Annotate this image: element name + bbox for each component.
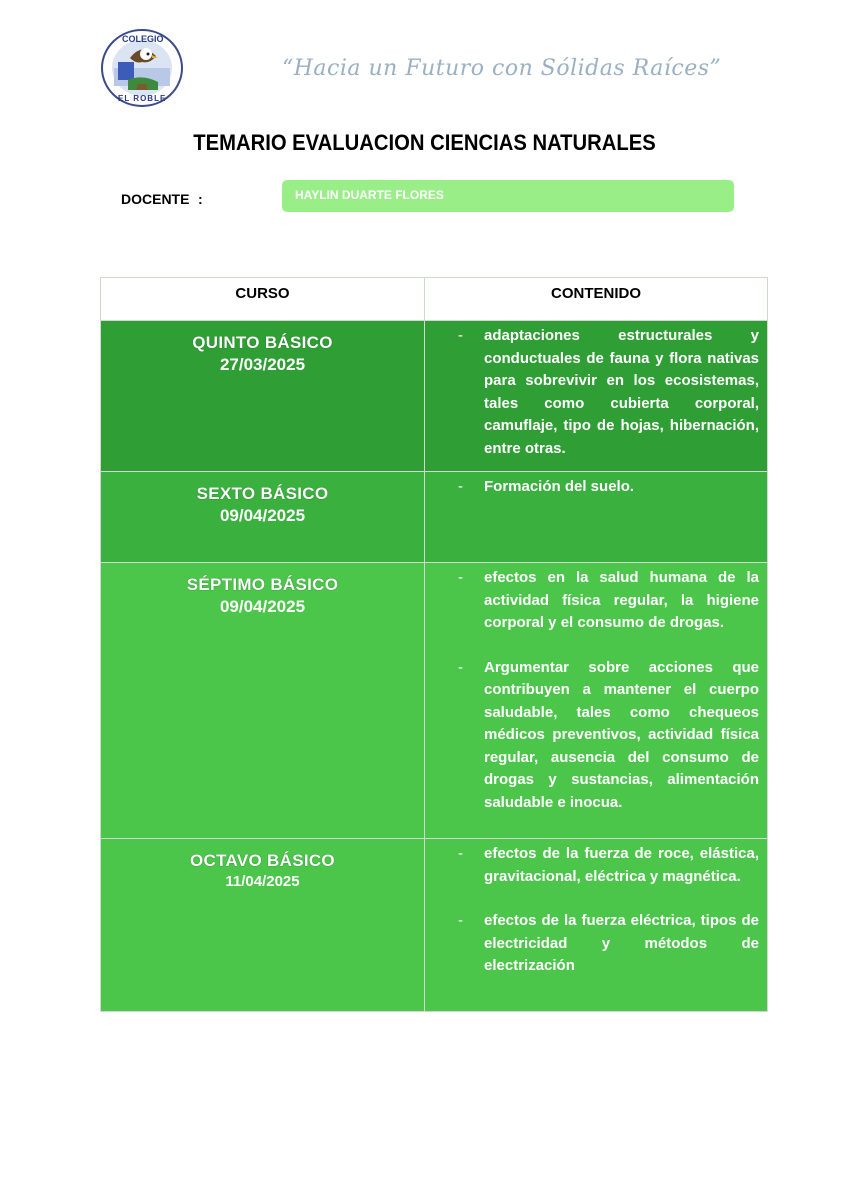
table-row — [101, 472, 768, 563]
content-item: - efectos de la fuerza eléctrica, tipos de electricidad y métodos de electrización — [458, 912, 759, 974]
school-motto: “Hacia un Futuro con Sólidas Raíces” — [282, 56, 722, 81]
docente-field — [282, 180, 734, 212]
course-name: SEXTO BÁSICO — [196, 484, 329, 503]
content-item: - Argumentar sobre acciones que contribuyen a mantener el cuerpo saludable, tales como chequeos médicos preventivos, actividad física regular, ausencia del consumo de drogas y sustancias, alimentación saludable e inocua. — [458, 658, 759, 811]
page-title: TEMARIO EVALUACION CIENCIAS NATURALES — [193, 130, 656, 155]
course-cell — [101, 321, 425, 472]
temario-table — [100, 277, 768, 1012]
table-row — [101, 321, 768, 472]
course-name: SÉPTIMO BÁSICO — [186, 575, 339, 594]
course-date: 09/04/2025 — [219, 506, 306, 525]
content-cell — [425, 563, 768, 839]
content-item: - adaptaciones estructurales y conductuales de fauna y flora nativas para sobrevivir en los ecosistemas, tales como cubierta corporal, camuflaje, tipo de hojas, hibernación, entre otras. — [458, 327, 759, 457]
content-item: - efectos de la fuerza de roce, elástica, gravitacional, eléctrica y magnética. — [458, 845, 759, 885]
content-cell — [425, 321, 768, 472]
table-row — [101, 563, 768, 839]
course-name: QUINTO BÁSICO — [192, 333, 333, 352]
logo-text-bottom: EL ROBLE — [118, 94, 167, 103]
content-cell — [425, 472, 768, 563]
course-cell — [101, 563, 425, 839]
content-item: - Formación del suelo. — [458, 478, 635, 495]
content-item: - efectos en la salud humana de la actividad física regular, la higiene corporal y el consumo de drogas. — [458, 569, 759, 631]
school-logo — [100, 28, 184, 108]
table-header-row — [101, 278, 768, 321]
course-cell — [101, 839, 425, 1012]
course-name: OCTAVO BÁSICO — [190, 851, 335, 870]
course-date: 11/04/2025 — [225, 873, 300, 890]
header-contenido: CONTENIDO — [425, 278, 768, 321]
course-date: 09/04/2025 — [219, 597, 306, 616]
course-date: 27/03/2025 — [219, 355, 306, 374]
docente-label: DOCENTE — [121, 191, 190, 207]
course-cell — [101, 472, 425, 563]
content-cell — [425, 839, 768, 1012]
logo-text-top: COLEGIO — [122, 34, 164, 44]
table-row — [101, 839, 768, 1012]
docente-value: HAYLIN DUARTE FLORES — [295, 188, 444, 202]
header-curso: CURSO — [101, 278, 425, 321]
docente-colon: : — [198, 191, 203, 207]
